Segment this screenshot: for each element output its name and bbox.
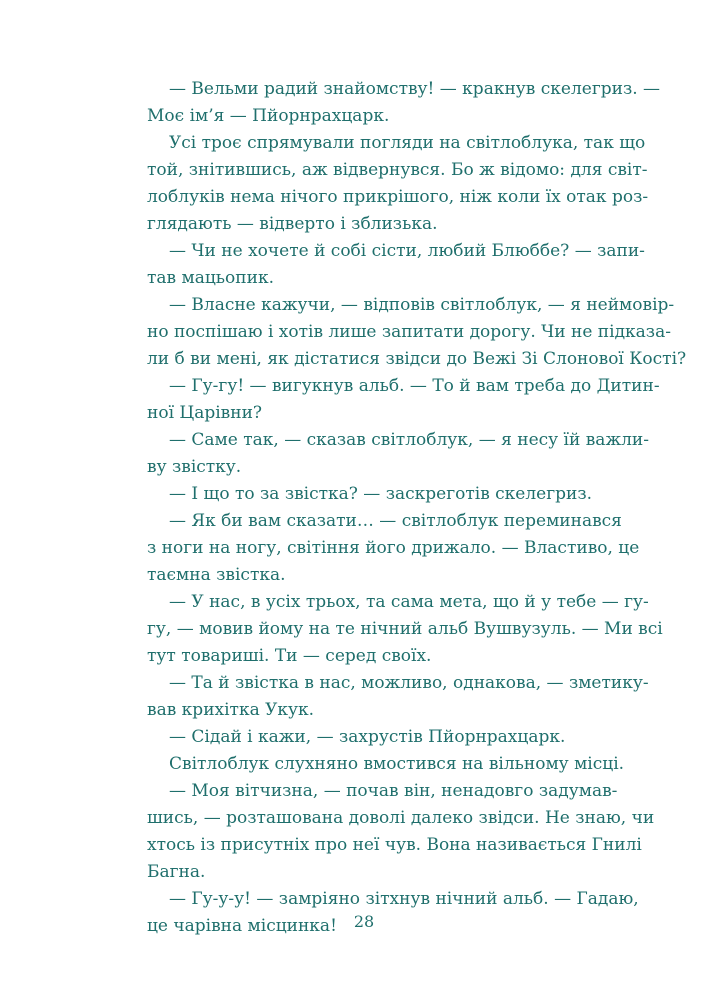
text-line: глядають — відверто і зблизька.	[147, 214, 438, 234]
text-line: — Вельми радий знайомству! — кракнув скелегриз. —	[169, 79, 661, 99]
text-line: лоблуків нема нічого прикрішого, ніж коли їх отак роз-	[147, 187, 649, 207]
text-line: — Як би вам сказати… — світлоблук переминався	[169, 511, 622, 531]
text-line: ли б ви мені, як дістатися звідси до Вежі Зі Слонової Кості?	[147, 349, 687, 369]
page-number: 28	[353, 912, 375, 931]
text-line: — Власне кажучи, — відповів світлоблук, — я неймовір-	[169, 295, 675, 315]
text-line: гу, — мовив йому на те нічний альб Вушвузуль. — Ми всі	[147, 619, 663, 639]
text-line: — Гу-у-у! — замріяно зітхнув нічний альб. — Гадаю,	[169, 889, 639, 909]
page-text	[147, 76, 687, 940]
text-line: той, знітившись, аж відвернувся. Бо ж відомо: для світ-	[147, 160, 648, 180]
text-line: ву звістку.	[147, 457, 242, 477]
text-line: — Та й звістка в нас, можливо, однакова, — зметику-	[169, 673, 649, 693]
text-line: тут товариші. Ти — серед своїх.	[147, 646, 432, 666]
text-line: — Сідай і кажи, — захрустів Пйорнрахцарк.	[169, 727, 566, 747]
text-line: шись, — розташована доволі далеко звідси. Не знаю, чи	[147, 808, 655, 828]
text-line: з ноги на ногу, світіння його дрижало. — Властиво, це	[147, 538, 640, 558]
text-line: Багна.	[147, 862, 206, 882]
text-line: — Саме так, — сказав світлоблук, — я несу їй важли-	[169, 430, 649, 450]
text-line: таємна звістка.	[147, 565, 286, 585]
text-line: хтось із присутніх про неї чув. Вона називається Гнилі	[147, 835, 642, 855]
text-line: но поспішаю і хотів лише запитати дорогу. Чи не підказа-	[147, 322, 671, 342]
text-line: — Моя вітчизна, — почав він, ненадовго задумав-	[169, 781, 618, 801]
text-line: — І що то за звістка? — заскреготів скелегриз.	[169, 484, 593, 504]
text-line: — Чи не хочете й собі сісти, любий Блюббе? — запи-	[169, 241, 645, 261]
text-line: — У нас, в усіх трьох, та сама мета, що й у тебе — гу-	[169, 592, 649, 612]
text-line: Усі троє спрямували погляди на світлоблука, так що	[169, 133, 646, 153]
text-line: вав крихітка Укук.	[147, 700, 315, 720]
text-line: це чарівна місцинка!	[147, 916, 337, 936]
text-line: ної Царівни?	[147, 403, 263, 423]
text-line: Моє ім’я — Пйорнрахцарк.	[147, 106, 390, 126]
text-line: Світлоблук слухняно вмостився на вільному місці.	[169, 754, 625, 774]
text-line: — Гу-гу! — вигукнув альб. — То й вам треба до Дитин-	[169, 376, 660, 396]
text-line: тав мацьопик.	[147, 268, 274, 288]
